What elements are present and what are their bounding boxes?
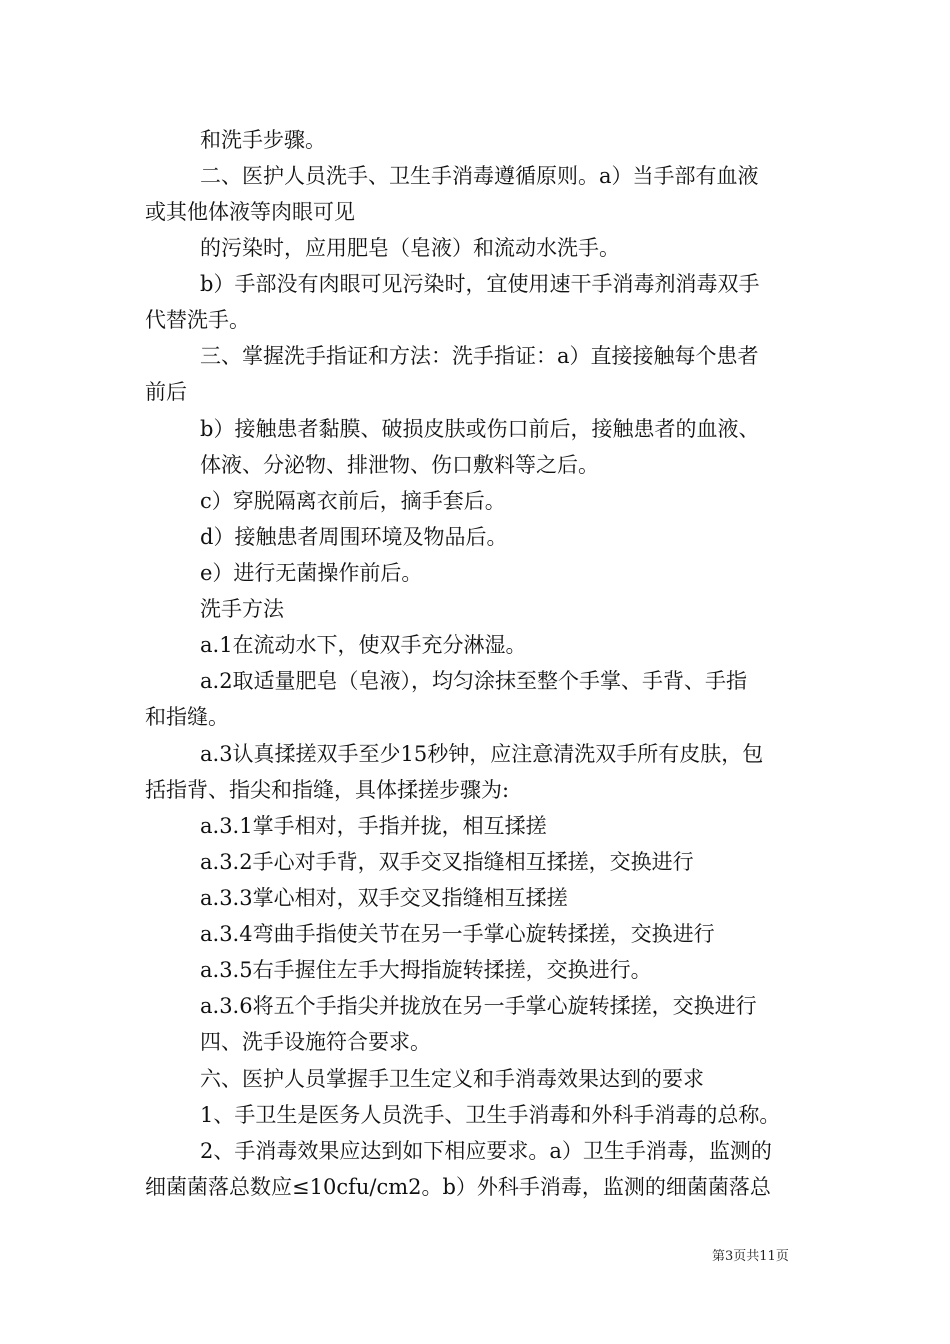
text-line: 六、医护人员掌握手卫生定义和手消毒效果达到的要求 <box>200 1067 704 1091</box>
text-line: a.3.4弯曲手指使关节在另一手掌心旋转揉搓，交换进行 <box>200 922 715 946</box>
text-line: d）接触患者周围环境及物品后。 <box>200 525 508 549</box>
section-heading: 洗手方法 <box>200 597 284 621</box>
text-line: b）手部没有肉眼可见污染时，宜使用速干手消毒剂消毒双手 <box>200 272 760 296</box>
text-line: 四、洗手设施符合要求。 <box>200 1030 431 1054</box>
text-line: 二、医护人员洗手、卫生手消毒遵循原则。a）当手部有血液 <box>200 164 759 188</box>
text-line: 括指背、指尖和指缝，具体揉搓步骤为: <box>145 778 510 802</box>
page-number: 第3页共11页 <box>712 1249 789 1264</box>
text-line: 体液、分泌物、排泄物、伤口敷料等之后。 <box>200 453 599 477</box>
text-line: a.2取适量肥皂（皂液），均匀涂抹至整个手掌、手背、手指 <box>200 669 748 693</box>
text-line: a.3.5右手握住左手大拇指旋转揉搓，交换进行。 <box>200 958 652 982</box>
text-line: 2、手消毒效果应达到如下相应要求。a）卫生手消毒，监测的 <box>200 1139 772 1163</box>
text-line: 或其他体液等肉眼可见 <box>145 200 355 224</box>
text-line: a.3.6将五个手指尖并拢放在另一手掌心旋转揉搓，交换进行 <box>200 994 757 1018</box>
text-line: 1、手卫生是医务人员洗手、卫生手消毒和外科手消毒的总称。 <box>200 1103 781 1127</box>
text-line: 细菌菌落总数应≤10cfu/cm2。b）外科手消毒，监测的细菌菌落总 <box>145 1175 771 1199</box>
text-line: 前后 <box>145 380 187 404</box>
text-line: a.3.3掌心相对，双手交叉指缝相互揉搓 <box>200 886 568 910</box>
text-line: 代替洗手。 <box>145 308 250 332</box>
text-line: a.1在流动水下，使双手充分淋湿。 <box>200 633 527 657</box>
text-line: b）接触患者黏膜、破损皮肤或伤口前后，接触患者的血液、 <box>200 417 760 441</box>
text-line: e）进行无菌操作前后。 <box>200 561 423 585</box>
text-line: 的污染时，应用肥皂（皂液）和流动水洗手。 <box>200 236 620 260</box>
text-line: 和指缝。 <box>145 705 229 729</box>
text-line: 和洗手步骤。 <box>200 128 326 152</box>
text-line: a.3认真揉搓双手至少15秒钟，应注意清洗双手所有皮肤，包 <box>200 742 764 766</box>
text-line: a.3.2手心对手背，双手交叉指缝相互揉搓，交换进行 <box>200 850 694 874</box>
text-line: a.3.1掌手相对，手指并拢，相互揉搓 <box>200 814 547 838</box>
text-line: c）穿脱隔离衣前后，摘手套后。 <box>200 489 506 513</box>
text-line: 三、掌握洗手指证和方法：洗手指证：a）直接接触每个患者 <box>200 344 759 368</box>
